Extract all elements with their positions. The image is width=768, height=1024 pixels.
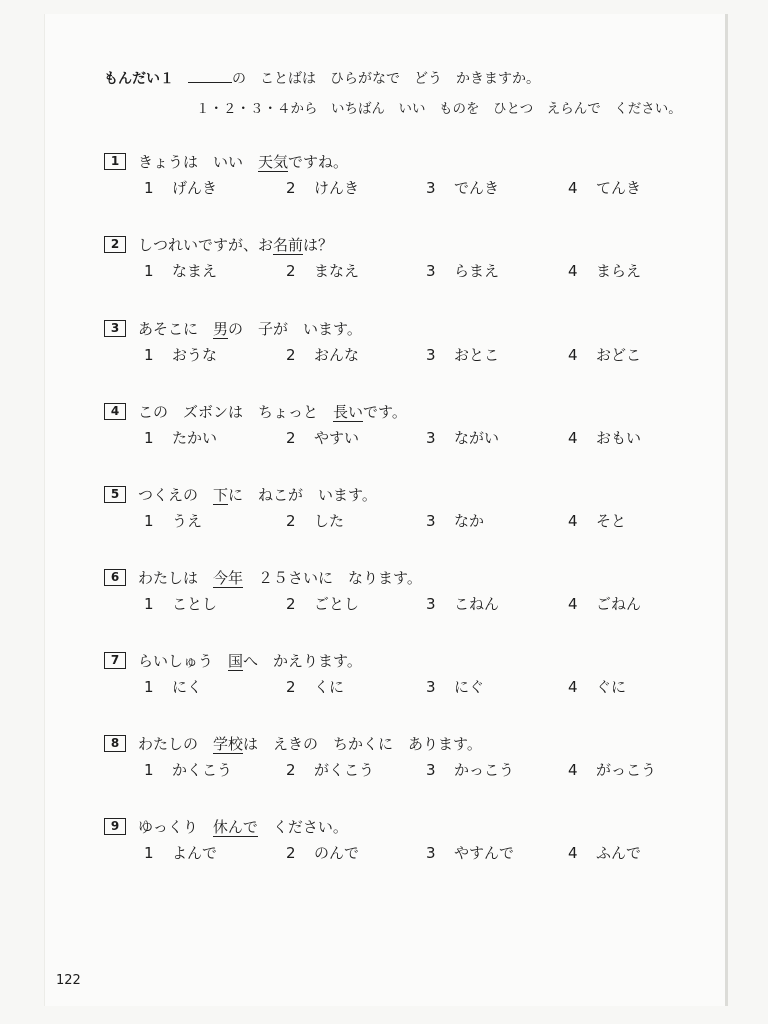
question-2 bbox=[104, 234, 704, 284]
question-sentence bbox=[104, 733, 704, 757]
underlined-word: 今年 bbox=[213, 569, 244, 587]
sentence-text: は えきの ちかくに あります。 bbox=[243, 735, 482, 753]
option-text: した bbox=[314, 512, 345, 530]
option-text: まらえ bbox=[596, 262, 642, 280]
option-text: でんき bbox=[454, 179, 500, 197]
option-number: 4 bbox=[568, 761, 578, 779]
option-number: 2 bbox=[286, 429, 296, 447]
answer-options bbox=[104, 676, 704, 700]
option-text: のんで bbox=[314, 844, 360, 862]
underlined-word: 下 bbox=[213, 486, 229, 504]
option-text: かくこう bbox=[172, 761, 233, 779]
option-number: 1 bbox=[144, 512, 154, 530]
option-number: 4 bbox=[568, 512, 578, 530]
question-1 bbox=[104, 151, 704, 201]
underlined-word: 天気 bbox=[258, 153, 289, 171]
answer-option[interactable] bbox=[426, 260, 499, 281]
answer-options bbox=[104, 593, 704, 617]
sentence-text: は？ bbox=[303, 236, 334, 254]
question-number-box: 6 bbox=[104, 569, 126, 586]
question-9 bbox=[104, 816, 704, 866]
question-sentence bbox=[104, 234, 704, 258]
option-number: 1 bbox=[144, 761, 154, 779]
answer-option[interactable] bbox=[286, 427, 359, 448]
underlined-word: 長い bbox=[333, 403, 364, 421]
option-text: うえ bbox=[172, 512, 203, 530]
answer-option[interactable] bbox=[568, 427, 641, 448]
option-number: 1 bbox=[144, 595, 154, 613]
option-number: 2 bbox=[286, 262, 296, 280]
question-number-box: 2 bbox=[104, 236, 126, 253]
answer-option[interactable] bbox=[286, 842, 359, 863]
question-8 bbox=[104, 733, 704, 783]
answer-options bbox=[104, 510, 704, 534]
answer-option[interactable] bbox=[144, 676, 202, 697]
option-text: やすい bbox=[314, 429, 360, 447]
answer-options bbox=[104, 427, 704, 451]
answer-option[interactable] bbox=[568, 593, 641, 614]
option-text: てんき bbox=[596, 179, 642, 197]
option-number: 3 bbox=[426, 761, 436, 779]
question-sentence bbox=[104, 401, 704, 425]
option-text: ごとし bbox=[314, 595, 360, 613]
underlined-word: 国 bbox=[228, 652, 244, 670]
answer-options bbox=[104, 344, 704, 368]
underlined-word: 学校 bbox=[213, 735, 244, 753]
sentence-text: ですね。 bbox=[288, 153, 349, 171]
question-sentence bbox=[104, 151, 704, 175]
sentence-text: らいしゅう bbox=[138, 652, 229, 670]
question-number-box: 8 bbox=[104, 735, 126, 752]
sentence-text: ２５さいに なります。 bbox=[243, 569, 422, 587]
option-text: くに bbox=[314, 678, 345, 696]
sentence-text: ください。 bbox=[257, 818, 348, 836]
option-number: 2 bbox=[286, 346, 296, 364]
answer-option[interactable] bbox=[568, 177, 641, 198]
answer-option[interactable] bbox=[286, 260, 359, 281]
option-text: げんき bbox=[172, 179, 218, 197]
option-text: かっこう bbox=[454, 761, 515, 779]
option-text: なか bbox=[454, 512, 485, 530]
question-number-box: 3 bbox=[104, 320, 126, 337]
option-number: 2 bbox=[286, 595, 296, 613]
option-text: なまえ bbox=[172, 262, 218, 280]
answer-option[interactable] bbox=[286, 759, 374, 780]
underlined-word: 休んで bbox=[212, 818, 258, 836]
sentence-text: しつれいですが、お bbox=[138, 236, 274, 254]
question-6 bbox=[104, 567, 704, 617]
answer-option[interactable] bbox=[286, 510, 344, 531]
answer-option[interactable] bbox=[286, 593, 359, 614]
sentence-text: この ズボンは ちょっと bbox=[138, 403, 334, 421]
option-number: 1 bbox=[144, 346, 154, 364]
answer-options bbox=[104, 260, 704, 284]
answer-option[interactable] bbox=[568, 510, 626, 531]
sentence-text: へ かえります。 bbox=[243, 652, 362, 670]
option-text: にぐ bbox=[454, 678, 485, 696]
answer-option[interactable] bbox=[426, 759, 514, 780]
option-number: 2 bbox=[286, 512, 296, 530]
instruction-line-2: １・２・３・４から いちばん いい ものを ひとつ えらんで ください。 bbox=[196, 101, 682, 117]
option-number: 3 bbox=[426, 678, 436, 696]
answer-option[interactable] bbox=[568, 260, 641, 281]
answer-option[interactable] bbox=[286, 676, 344, 697]
option-number: 2 bbox=[286, 761, 296, 779]
question-4 bbox=[104, 401, 704, 451]
instruction-line-1 bbox=[104, 68, 540, 88]
question-sentence bbox=[104, 318, 704, 342]
option-number: 1 bbox=[144, 844, 154, 862]
option-text: がっこう bbox=[596, 761, 657, 779]
page-number: 122 bbox=[56, 973, 81, 988]
question-sentence bbox=[104, 816, 704, 840]
sentence-text: に ねこが います。 bbox=[228, 486, 377, 504]
question-number-box: 9 bbox=[104, 818, 126, 835]
answer-option[interactable] bbox=[144, 260, 217, 281]
answer-option[interactable] bbox=[426, 427, 499, 448]
answer-option[interactable] bbox=[568, 759, 656, 780]
option-text: おどこ bbox=[596, 346, 642, 364]
question-sentence bbox=[104, 567, 704, 591]
answer-options bbox=[104, 759, 704, 783]
question-number-box: 4 bbox=[104, 403, 126, 420]
answer-options bbox=[104, 177, 704, 201]
option-number: 3 bbox=[426, 512, 436, 530]
answer-option[interactable] bbox=[426, 344, 499, 365]
answer-option[interactable] bbox=[144, 759, 232, 780]
sentence-text: きょうは いい bbox=[138, 153, 259, 171]
answer-option[interactable] bbox=[426, 177, 499, 198]
option-text: らまえ bbox=[454, 262, 500, 280]
option-text: おとこ bbox=[454, 346, 500, 364]
option-number: 4 bbox=[568, 678, 578, 696]
answer-option[interactable] bbox=[144, 510, 202, 531]
question-number-box: 7 bbox=[104, 652, 126, 669]
option-number: 4 bbox=[568, 262, 578, 280]
sentence-text: わたしは bbox=[138, 569, 214, 587]
answer-option[interactable] bbox=[426, 593, 499, 614]
option-text: よんで bbox=[172, 844, 218, 862]
answer-option[interactable] bbox=[286, 177, 359, 198]
option-text: ごねん bbox=[596, 595, 642, 613]
answer-option[interactable] bbox=[144, 593, 217, 614]
answer-option[interactable] bbox=[426, 510, 484, 531]
option-text: ぐに bbox=[596, 678, 627, 696]
option-text: こねん bbox=[454, 595, 500, 613]
answer-option[interactable] bbox=[568, 842, 641, 863]
option-number: 2 bbox=[286, 678, 296, 696]
option-text: けんき bbox=[314, 179, 360, 197]
answer-option[interactable] bbox=[144, 344, 217, 365]
answer-options bbox=[104, 842, 704, 866]
sentence-text: わたしの bbox=[138, 735, 214, 753]
option-text: ふんで bbox=[596, 844, 642, 862]
sentence-text: ゆっくり bbox=[138, 818, 213, 836]
question-number-box: 1 bbox=[104, 153, 126, 170]
blank-underline bbox=[188, 70, 232, 83]
question-3 bbox=[104, 318, 704, 368]
option-number: 4 bbox=[568, 429, 578, 447]
option-text: たかい bbox=[172, 429, 218, 447]
answer-option[interactable] bbox=[426, 676, 484, 697]
underlined-word: 名前 bbox=[273, 236, 304, 254]
option-number: 1 bbox=[144, 262, 154, 280]
option-number: 1 bbox=[144, 429, 154, 447]
problem-title: もんだい１ bbox=[104, 71, 174, 87]
option-text: がくこう bbox=[314, 761, 375, 779]
answer-option[interactable] bbox=[144, 177, 217, 198]
sentence-text: です。 bbox=[363, 403, 407, 421]
sentence-text: あそこに bbox=[138, 320, 214, 338]
sentence-text: つくえの bbox=[138, 486, 214, 504]
question-number-box: 5 bbox=[104, 486, 126, 503]
answer-option[interactable] bbox=[568, 676, 626, 697]
option-number: 3 bbox=[426, 595, 436, 613]
answer-option[interactable] bbox=[144, 842, 217, 863]
sentence-text: の 子が います。 bbox=[228, 320, 362, 338]
option-number: 4 bbox=[568, 844, 578, 862]
question-5 bbox=[104, 484, 704, 534]
option-number: 3 bbox=[426, 262, 436, 280]
answer-option[interactable] bbox=[568, 344, 641, 365]
option-number: 4 bbox=[568, 595, 578, 613]
option-text: にく bbox=[172, 678, 203, 696]
option-number: 3 bbox=[426, 346, 436, 364]
instruction-text-1: の ことばは ひらがなで どう かきますか。 bbox=[232, 71, 540, 87]
option-number: 4 bbox=[568, 179, 578, 197]
underlined-word: 男 bbox=[213, 320, 229, 338]
option-text: おもい bbox=[596, 429, 642, 447]
answer-option[interactable] bbox=[144, 427, 217, 448]
option-text: そと bbox=[596, 512, 627, 530]
option-text: ながい bbox=[454, 429, 500, 447]
option-number: 3 bbox=[426, 429, 436, 447]
option-text: ことし bbox=[172, 595, 218, 613]
question-7 bbox=[104, 650, 704, 700]
option-text: おんな bbox=[314, 346, 360, 364]
option-number: 2 bbox=[286, 179, 296, 197]
option-number: 3 bbox=[426, 844, 436, 862]
answer-option[interactable] bbox=[286, 344, 359, 365]
option-number: 2 bbox=[286, 844, 296, 862]
answer-option[interactable] bbox=[426, 842, 514, 863]
option-text: まなえ bbox=[314, 262, 360, 280]
option-text: おうな bbox=[172, 346, 218, 364]
option-number: 4 bbox=[568, 346, 578, 364]
option-number: 1 bbox=[144, 678, 154, 696]
option-number: 1 bbox=[144, 179, 154, 197]
question-sentence bbox=[104, 650, 704, 674]
question-sentence bbox=[104, 484, 704, 508]
option-number: 3 bbox=[426, 179, 436, 197]
option-text: やすんで bbox=[454, 844, 515, 862]
